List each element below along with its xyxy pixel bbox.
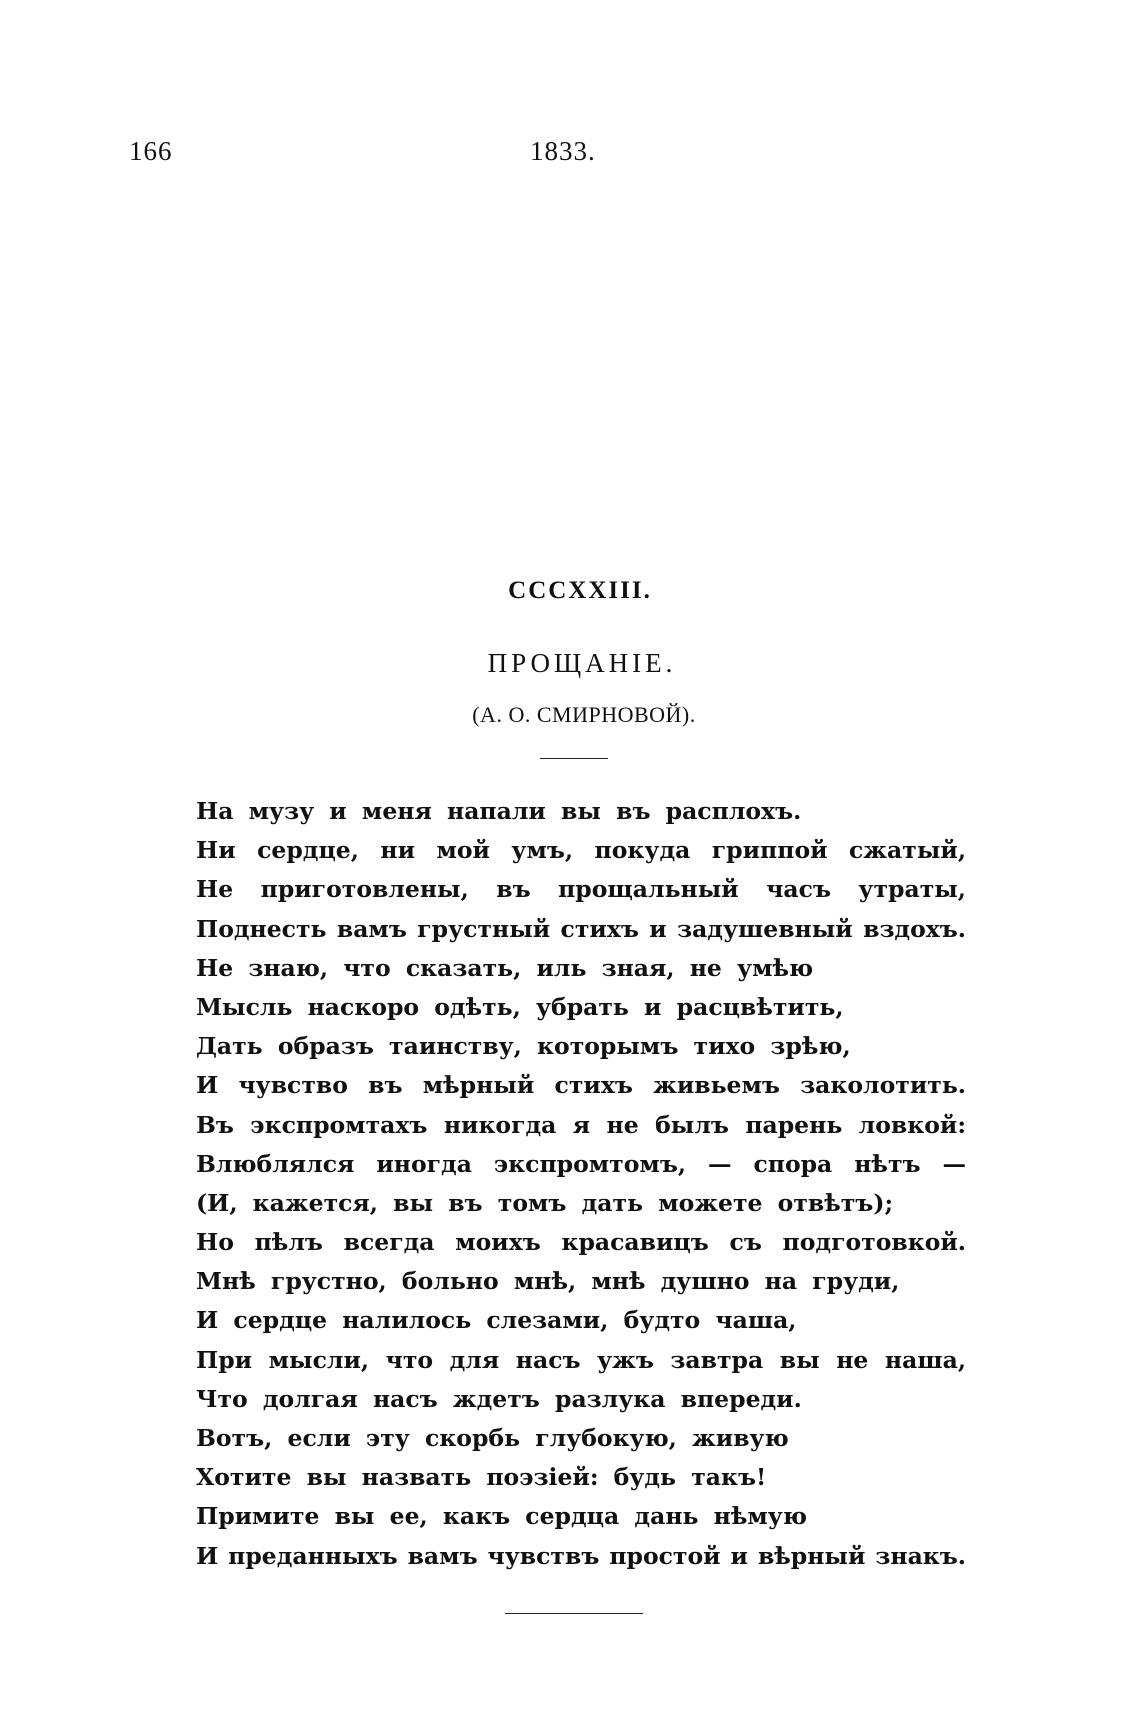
poem-line-5: Не знаю, что сказать, иль зная, не умѣю xyxy=(196,953,814,982)
poem-line-17: Вотъ, если эту скорбь глубокую, живую xyxy=(196,1424,789,1452)
poem-line-3: Не приготовлены, въ прощальный часъ утраты, xyxy=(196,875,966,904)
poem-line-11: (И, кажется, вы въ томъ дать можете отвѣтъ); xyxy=(196,1188,894,1217)
poem-line-2: Ни сердце, ни мой умъ, покуда гриппой сжатый, xyxy=(196,836,966,865)
poem-number: CCCXXIII. xyxy=(508,577,652,604)
poem-line-18: Хотите вы назвать поэзіей: будь такъ! xyxy=(196,1463,767,1492)
poem-line-19: Примите вы ее, какъ сердца дань нѣмую xyxy=(196,1502,807,1531)
poem-line-1: На музу и меня напали вы въ расплохъ. xyxy=(196,797,802,825)
poem-dedication: (А. О. СМИРНОВОЙ). xyxy=(472,702,696,727)
poem-line-15: При мысли, что для насъ ужъ завтра вы не наша, xyxy=(196,1345,966,1374)
running-head-year: 1833. xyxy=(530,136,596,166)
poem-body xyxy=(196,792,966,1576)
poem-line-8: И чувство въ мѣрный стихъ живьемъ заколотить. xyxy=(196,1071,966,1100)
poem-line-16: Что долгая насъ ждетъ разлука впереди. xyxy=(196,1384,802,1413)
end-divider xyxy=(505,1613,643,1614)
poem-line-10: Влюблялся иногда экспромтомъ, — спора нѣтъ — xyxy=(196,1149,966,1178)
poem-line-9: Въ экспромтахъ никогда я не былъ парень ловкой: xyxy=(196,1110,966,1139)
poem-line-12: Но пѣлъ всегда моихъ красавицъ съ подготовкой. xyxy=(196,1228,966,1257)
poem-line-14: И сердце налилось слезами, будто чаша, xyxy=(196,1306,797,1335)
poem-line-4: Поднесть вамъ грустный стихъ и задушевный вздохъ. xyxy=(196,914,966,943)
page-number: 166 xyxy=(129,136,173,166)
poem-line-13: Мнѣ грустно, больно мнѣ, мнѣ душно на груди, xyxy=(196,1267,900,1296)
title-divider xyxy=(540,758,608,759)
poem-line-7: Дать образъ таинству, которымъ тихо зрѣю, xyxy=(196,1032,851,1061)
poem-line-20: И преданныхъ вамъ чувствъ простой и вѣрный знакъ. xyxy=(196,1541,966,1570)
poem-title: ПРОЩАНІЕ. xyxy=(487,648,677,678)
poem-line-6: Мысль наскоро одѣть, убрать и расцвѣтить, xyxy=(196,992,844,1021)
